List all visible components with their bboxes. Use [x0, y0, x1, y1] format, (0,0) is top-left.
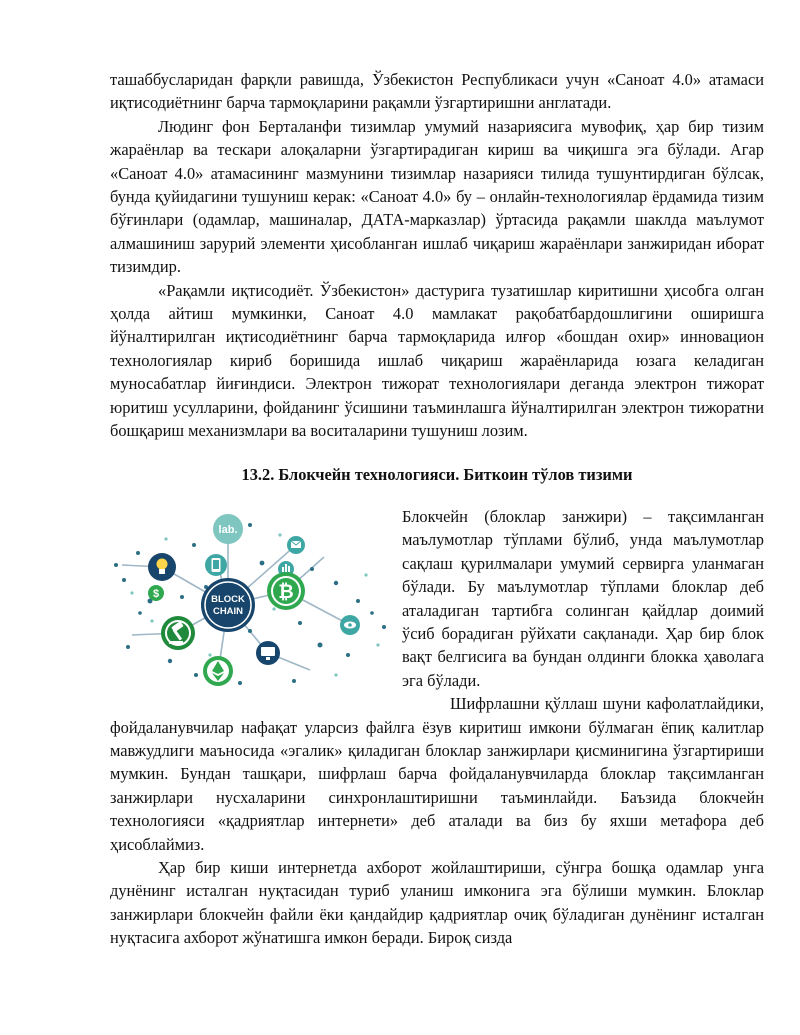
phone-icon	[205, 554, 227, 576]
paragraph-4-blockchain-definition: Блокчейн (блоклар занжири) – тақсимланган маълумотлар тўплами бўлиб, унда маълумотлар сақлаш қурилмалари умумий сервирга уланмаган бўлади. Бу маълумотлар тўплами блоклар деб аталадиган тартибга солинган қайдлар доимий ўсиб борадиган рўйхати сақланади. Ҳар бир блок вақт белгисига ва бундан олдинги блокка ҳаволага эга бўлади.	[402, 506, 764, 690]
svg-text:$: $	[152, 587, 160, 600]
paragraph-5-encryption: Шифрлашни қўллаш шуни кафолатлайдики, фойдаланувчилар нафақат уларсиз файлга ёзув киритиш имкони бўлмаган ёпиқ калитлар мавжудлиги маъносида «эгалик» қиладиган блоклар занжирлари қисминигина ўзгартириши мумкин. Бундан ташқари, шифрлаш барча фойдаланувчиларда блоклар тақсимланган занжирлари нусхаларини синхронлаштиришни таъминлайди. Баъзида блокчейн технологияси «қадриятлар интернети» деб аталади ва биз бу яхши метафора деб ҳисоблаймиз.	[110, 694, 764, 854]
dollar-icon	[148, 585, 164, 601]
blockchain-label-2: CHAIN	[212, 605, 244, 617]
monitor-icon	[256, 641, 280, 665]
lab-node	[213, 514, 243, 544]
gavel-icon	[161, 616, 195, 650]
lab-text: lab.	[218, 523, 238, 536]
envelope-icon	[287, 536, 305, 554]
bitcoin-icon	[267, 572, 305, 610]
lightbulb-icon	[148, 553, 176, 581]
ethereum-icon	[203, 656, 233, 686]
paragraph-6: Ҳар бир киши интернетда ахборот жойлаштириши, сўнгра бошқа одамлар унга дунёнинг исталган нуқтасидан туриб уланиш имконига эга бўлиши мумкин. Блоклар занжирлари блокчейн файли ёки қандайдир қадриятлар очиқ бўладиган дунёнинг исталган нуқтасига ахборот жўнатишга имкон беради. Бироқ сизда	[110, 858, 764, 948]
paragraph-3: «Рақамли иқтисодиёт. Ўзбекистон» дастурига тузатишлар киритишни ҳисобга олган ҳолда айтиш мумкинки, Саноат 4.0 мамлакат рақобатбардошлигини оширишга йўналтирилган иқтисодиётнинг барча тармоқларида илғор «бошдан охир» инновацион технологиялар кириб боришида ишлаб чиқариш жараёнларида юзага келадиган муносабатлар йиғиндиси. Электрон тижорат технологиялари деганда электрон тижорат юритиш усулларини, фойданинг ўсишини таъминлашга йўналтирилган электрон тижоратни бошқариш механизмлари ва воситаларини тушуниш лозим.	[110, 280, 764, 441]
blockchain-illustration	[110, 505, 390, 691]
paragraph-1: ташаббусларидан фарқли равишда, Ўзбекистон Республикаси учун «Саноат 4.0» атамаси иқтисодиётнинг барча тармоқларини рақамли ўзгартиришни англатади.	[110, 70, 764, 113]
blockchain-center-node	[201, 578, 255, 632]
document-page	[110, 68, 764, 950]
svg-text:₿: ₿	[278, 580, 294, 603]
blockchain-network-graphic	[110, 505, 390, 691]
section-heading: 13.2. Блокчейн технологияси. Биткоин тўлов тизими	[241, 464, 633, 484]
eye-icon	[340, 615, 360, 635]
blockchain-label-1: BLOCK	[211, 593, 245, 605]
paragraph-2: Людинг фон Берталанфи тизимлар умумий назариясига мувофиқ, ҳар бир тизим жараёнлар ва тескари алоқаларни ўзгартирадиган кириш ва чиқишга эга бўлади. Агар «Саноат 4.0» атамасининг мазмунини тизимлар назарияси тилида тушунтирдиган бўлсак, бунда қуйидагини тушуниш керак: «Саноат 4.0» бу – онлайн-технологиялар ёрдамида тизим бўғинлари (одамлар, машиналар, ДАТА-марказлар) ўртасида рақамли шаклда маълумот алмашиниш зарурий элементи ҳисобланган ишлаб чиқариш жараёнлари занжиридан иборат тизимдир.	[110, 116, 764, 277]
